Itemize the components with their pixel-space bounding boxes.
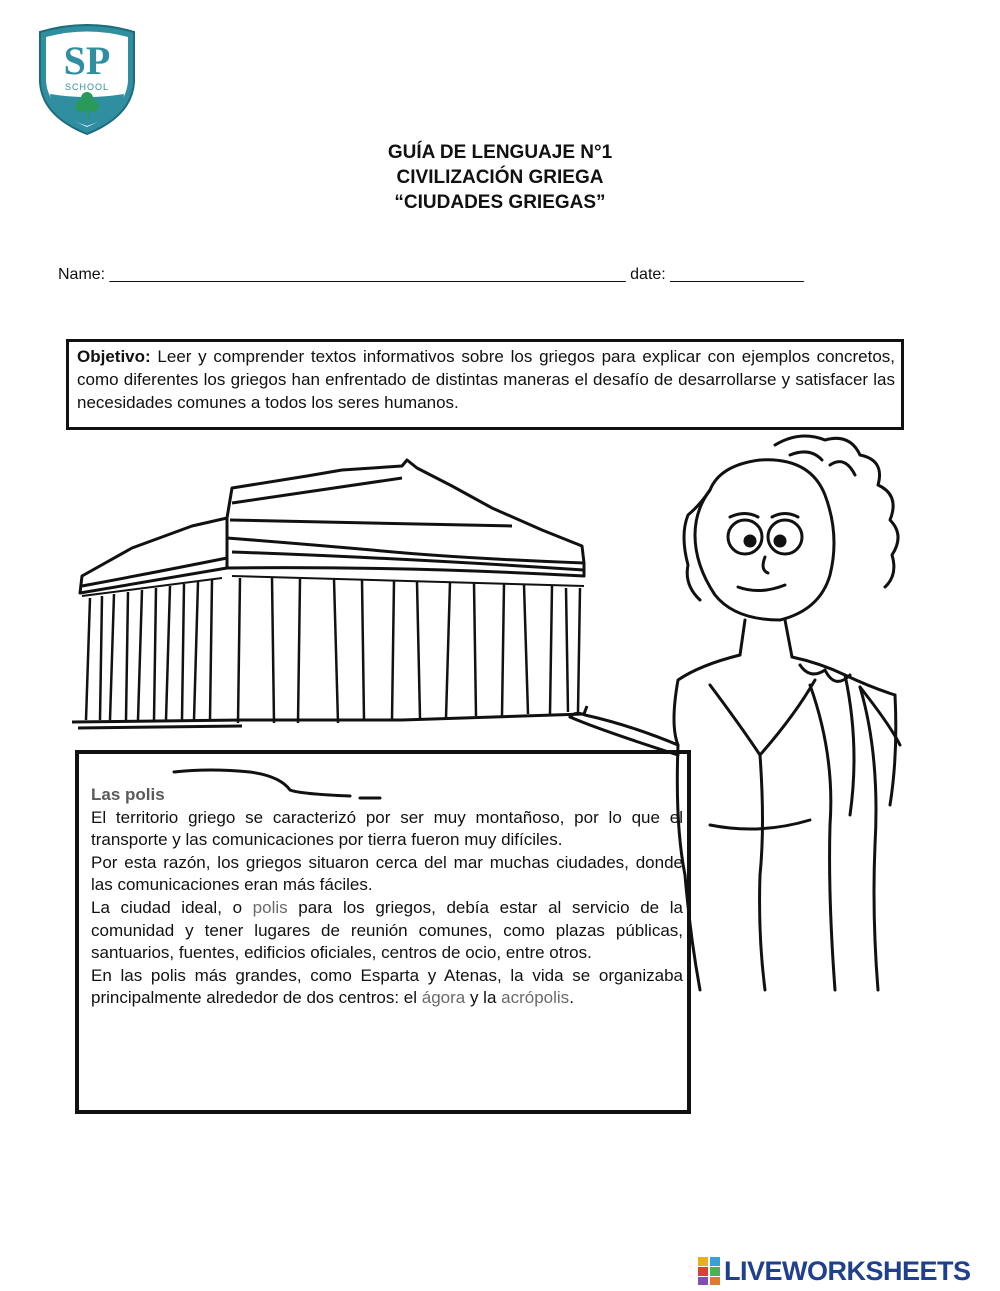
liveworksheets-icon xyxy=(697,1256,721,1286)
name-date-row xyxy=(58,266,958,284)
school-logo xyxy=(34,24,140,136)
title-line-2: CIVILIZACIÓN GRIEGA xyxy=(396,167,604,188)
polis-reading xyxy=(91,784,683,1010)
polis-paragraph-1: El territorio griego se caracterizó por ser muy montañoso, por lo que el transporte y las comunicaciones por tierra fueron muy difíciles. xyxy=(91,807,683,850)
polis-p4-text-b: y la xyxy=(465,988,502,1008)
greek-temple-drawing xyxy=(72,458,592,738)
polis-paragraph-3 xyxy=(91,897,683,965)
polis-paragraph-2: Por esta razón, los griegos situaron cerca del mar muchas ciudades, donde las comunicaciones eran más fáciles. xyxy=(91,852,683,895)
keyword-agora: ágora xyxy=(421,988,466,1008)
polis-p3-text-a: La ciudad ideal, o xyxy=(91,897,253,917)
logo-subtitle: SCHOOL xyxy=(64,82,110,92)
polis-paragraph-4 xyxy=(91,965,683,1010)
liveworksheets-brand[interactable] xyxy=(697,1254,971,1288)
logo-initials: SP xyxy=(63,38,111,83)
name-label: Name: xyxy=(58,266,106,283)
polis-p3-text-b: para los griegos, debía estar al servicio de la comunidad y tener lugares de reunión comunes, como plazas públicas, santuarios, fuentes, edificios oficiales, centros de ocio, entre otros. xyxy=(91,897,683,963)
objective-text: Leer y comprender textos informativos sobre los griegos para explicar con ejemplos concretos, como diferentes los griegos han enfrentado de distintas maneras el desafío de desarrollarse y satisfacer las necesidades comunes a todos los seres humanos. xyxy=(77,347,895,412)
title-line-1: GUÍA DE LENGUAJE N°1 xyxy=(387,142,613,163)
date-field[interactable]: _______________ xyxy=(670,266,804,283)
title-line-3: “CIUDADES GRIEGAS” xyxy=(394,192,606,213)
date-label: date: xyxy=(630,266,666,283)
objective-box xyxy=(66,339,904,430)
keyword-acropolis: acrópolis xyxy=(501,988,570,1008)
worksheet-title xyxy=(0,140,1000,215)
polis-p4-text-a: En las polis más grandes, como Esparta y Atenas, la vida se organizaba principalmente alrededor de dos centros: el xyxy=(91,965,683,1008)
polis-heading: Las polis xyxy=(91,785,165,804)
name-field[interactable]: __________________________________________________________ xyxy=(109,266,626,283)
objective-label: Objetivo: xyxy=(77,347,151,366)
polis-p4-text-c: . xyxy=(569,988,574,1008)
keyword-polis: polis xyxy=(252,897,288,917)
liveworksheets-wordmark: LIVEWORKSHEETS xyxy=(724,1255,971,1286)
